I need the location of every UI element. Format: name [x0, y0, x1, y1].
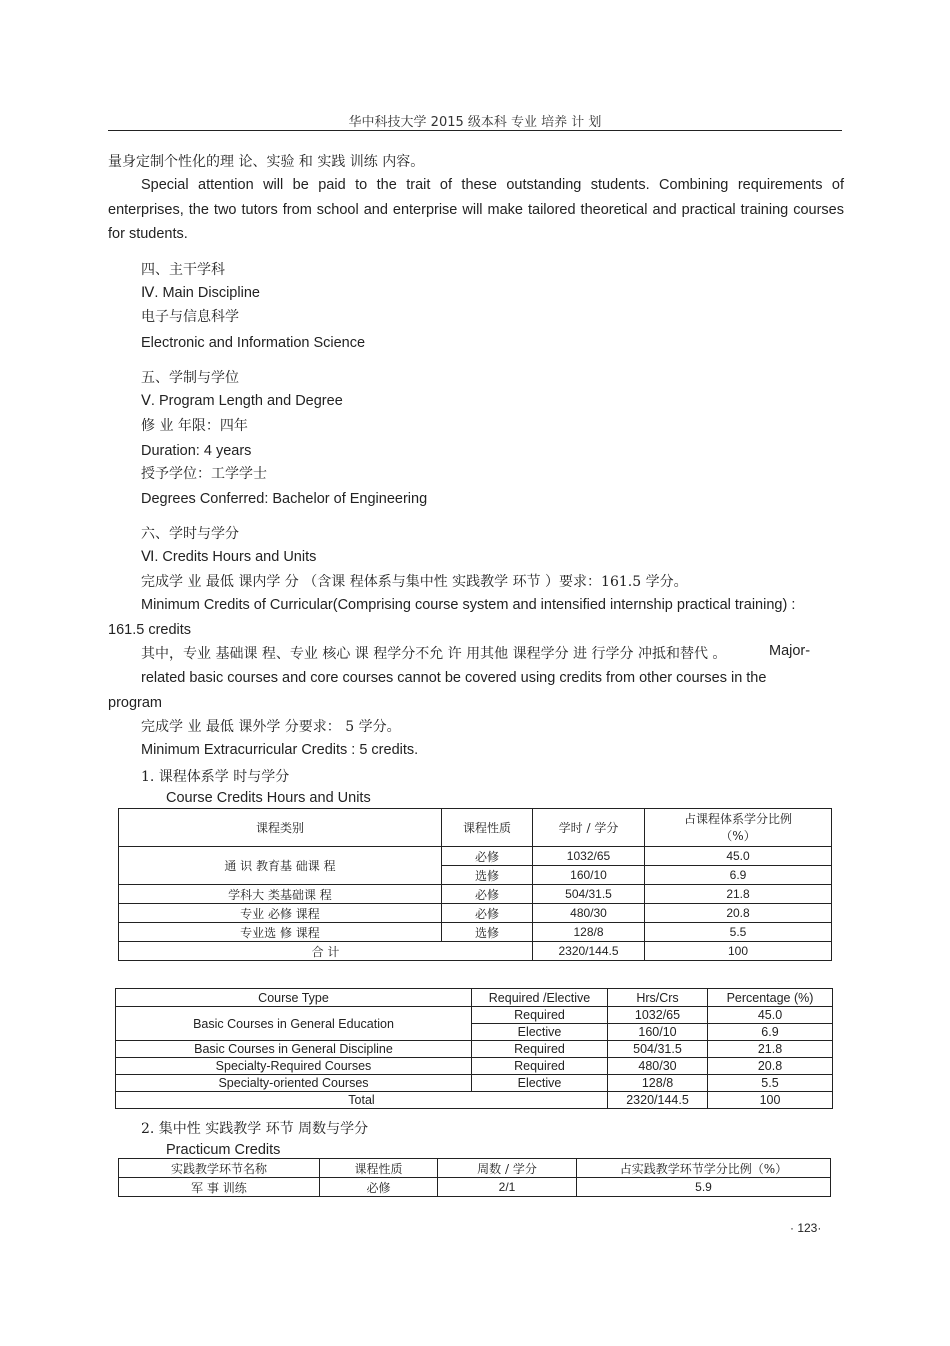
course-credits-table-en — [115, 988, 833, 1109]
cell-nature: 选修 — [442, 866, 533, 885]
cell-hours-credits: 480/30 — [533, 904, 645, 923]
course-credits-table-cn — [118, 808, 832, 961]
header-hours-credits: 学时 / 学分 — [533, 809, 645, 847]
degree-cn: 授予学位：工学学士 — [141, 466, 267, 482]
cell-total-hours-credits: 2320/144.5 — [533, 942, 645, 961]
table-row — [116, 1041, 833, 1058]
degree-en: Degrees Conferred: Bachelor of Engineering — [141, 491, 428, 507]
duration-en: Duration: 4 years — [141, 443, 252, 459]
table-total-row — [119, 942, 832, 961]
cell-percentage: 5.5 — [708, 1075, 833, 1092]
header-percentage-unit: （%） — [720, 828, 756, 843]
header-course-nature: 课程性质 — [320, 1159, 438, 1178]
cell-course-nature: 必修 — [320, 1178, 438, 1197]
cell-hrs-crs: 480/30 — [608, 1058, 708, 1075]
cell-hrs-crs: 504/31.5 — [608, 1041, 708, 1058]
page-number: · 123· — [790, 1221, 822, 1235]
header-hrs-crs: Hrs/Crs — [608, 989, 708, 1007]
cell-total-hrs-crs: 2320/144.5 — [608, 1092, 708, 1109]
note-en-line2: related basic courses and core courses cannot be covered using credits from other courses in the — [141, 670, 767, 686]
table-row — [116, 1058, 833, 1075]
intro-cn-tail: 量身定制个性化的理 论、实验 和 实践 训练 内容。 — [108, 154, 425, 170]
table-row — [119, 847, 832, 866]
cell-course-type: Basic Courses in General Discipline — [116, 1041, 472, 1058]
cell-percentage: 5.5 — [645, 923, 832, 942]
header-percentage — [645, 809, 832, 847]
table-header-row — [119, 1159, 831, 1178]
section4-heading-cn: 四、主干学科 — [141, 262, 225, 278]
page-header: 华中科技大学 2015 级本科 专业 培养 计 划 — [348, 115, 602, 130]
cell-course-type: Specialty-Required Courses — [116, 1058, 472, 1075]
cell-percentage: 20.8 — [708, 1058, 833, 1075]
table-row — [119, 885, 832, 904]
cell-total-label: Total — [116, 1092, 608, 1109]
subsection1-title-en: Course Credits Hours and Units — [166, 790, 371, 806]
note-en-start: Major- — [769, 643, 811, 659]
cell-required-elective: Elective — [472, 1075, 608, 1092]
cell-percentage: 21.8 — [645, 885, 832, 904]
cell-category: 学科大 类基础课 程 — [119, 885, 442, 904]
header-weeks-credits: 周数 / 学分 — [438, 1159, 577, 1178]
cell-required-elective: Elective — [472, 1024, 608, 1041]
table-header-row — [119, 809, 832, 847]
cell-total-percentage: 100 — [645, 942, 832, 961]
table-row — [119, 923, 832, 942]
cell-percentage: 6.9 — [645, 866, 832, 885]
cell-hours-credits: 160/10 — [533, 866, 645, 885]
cell-percentage: 45.0 — [708, 1007, 833, 1024]
min-credits-en-line2: 161.5 credits — [108, 622, 192, 638]
cell-category: 专业选 修 课程 — [119, 923, 442, 942]
cell-nature: 选修 — [442, 923, 533, 942]
cell-total-percentage: 100 — [708, 1092, 833, 1109]
note-en-line3: program — [108, 695, 162, 711]
note-cn: 其中，专业 基础课 程、专业 核心 课 程学分不允 许 用其他 课程学分 进 行学分 冲抵和替代 。 — [141, 646, 727, 662]
table-row — [116, 1007, 833, 1024]
header-practicum-name: 实践教学环节名称 — [119, 1159, 320, 1178]
table-header-row — [116, 989, 833, 1007]
table-row — [119, 1178, 831, 1197]
section6-heading-cn: 六、学时与学分 — [141, 526, 239, 542]
table-row — [116, 1075, 833, 1092]
min-credits-cn: 完成学 业 最低 课内学 分 （含课 程体系与集中性 实践教学 环节 ）要求：161.5 学分。 — [141, 574, 688, 590]
subsection1-title-cn: 1. 课程体系学 时与学分 — [141, 769, 290, 785]
cell-nature: 必修 — [442, 847, 533, 866]
extracurricular-cn: 完成学 业 最低 课外学 分要求： 5 学分。 — [141, 719, 401, 735]
cell-required-elective: Required — [472, 1041, 608, 1058]
practicum-credits-table — [118, 1158, 831, 1197]
header-percentage-label: 占课程体系学分比例 — [683, 811, 792, 826]
section5-heading-cn: 五、学制与学位 — [141, 370, 239, 386]
cell-hours-credits: 1032/65 — [533, 847, 645, 866]
intro-en-paragraph: Special attention will be paid to the trait of these outstanding students. Combining requirements of enterprises, the two tutors from school and enterprise will make tailored theoretical and practical training courses for students. — [108, 177, 844, 242]
cell-percentage: 45.0 — [645, 847, 832, 866]
header-percentage: Percentage (%) — [708, 989, 833, 1007]
cell-category: 通 识 教育基 础课 程 — [119, 847, 442, 885]
section4-content-cn: 电子与信息科学 — [141, 309, 239, 325]
duration-cn: 修 业 年限：四年 — [141, 418, 248, 434]
header-course-type: Course Type — [116, 989, 472, 1007]
cell-required-elective: Required — [472, 1007, 608, 1024]
subsection2-title-cn: 2. 集中性 实践教学 环节 周数与学分 — [141, 1121, 369, 1137]
cell-percentage: 6.9 — [708, 1024, 833, 1041]
table-row — [119, 904, 832, 923]
header-rule — [108, 130, 842, 131]
cell-category: 专业 必修 课程 — [119, 904, 442, 923]
table-total-row — [116, 1092, 833, 1109]
min-credits-en-line1: Minimum Credits of Curricular(Comprising course system and intensified internship practical training) : — [141, 597, 796, 613]
cell-weeks-credits: 2/1 — [438, 1178, 577, 1197]
header-course-nature: 课程性质 — [442, 809, 533, 847]
cell-nature: 必修 — [442, 885, 533, 904]
cell-course-type: Specialty-oriented Courses — [116, 1075, 472, 1092]
header-practicum-percentage: 占实践教学环节学分比例（%） — [577, 1159, 831, 1178]
cell-percentage: 20.8 — [645, 904, 832, 923]
section4-content-en: Electronic and Information Science — [141, 335, 366, 351]
cell-hrs-crs: 128/8 — [608, 1075, 708, 1092]
cell-percentage: 21.8 — [708, 1041, 833, 1058]
cell-hours-credits: 128/8 — [533, 923, 645, 942]
header-course-category: 课程类别 — [119, 809, 442, 847]
cell-practicum-name: 军 事 训练 — [119, 1178, 320, 1197]
cell-percentage: 5.9 — [577, 1178, 831, 1197]
subsection2-title-en: Practicum Credits — [166, 1142, 281, 1158]
extracurricular-en: Minimum Extracurricular Credits : 5 credits. — [141, 742, 419, 758]
section5-heading-en: Ⅴ. Program Length and Degree — [141, 393, 343, 409]
cell-hours-credits: 504/31.5 — [533, 885, 645, 904]
cell-hrs-crs: 160/10 — [608, 1024, 708, 1041]
cell-hrs-crs: 1032/65 — [608, 1007, 708, 1024]
cell-required-elective: Required — [472, 1058, 608, 1075]
cell-course-type: Basic Courses in General Education — [116, 1007, 472, 1041]
cell-total-label: 合 计 — [119, 942, 533, 961]
section4-heading-en: Ⅳ. Main Discipline — [141, 285, 260, 301]
section6-heading-en: Ⅵ. Credits Hours and Units — [141, 549, 317, 565]
header-required-elective: Required /Elective — [472, 989, 608, 1007]
cell-nature: 必修 — [442, 904, 533, 923]
